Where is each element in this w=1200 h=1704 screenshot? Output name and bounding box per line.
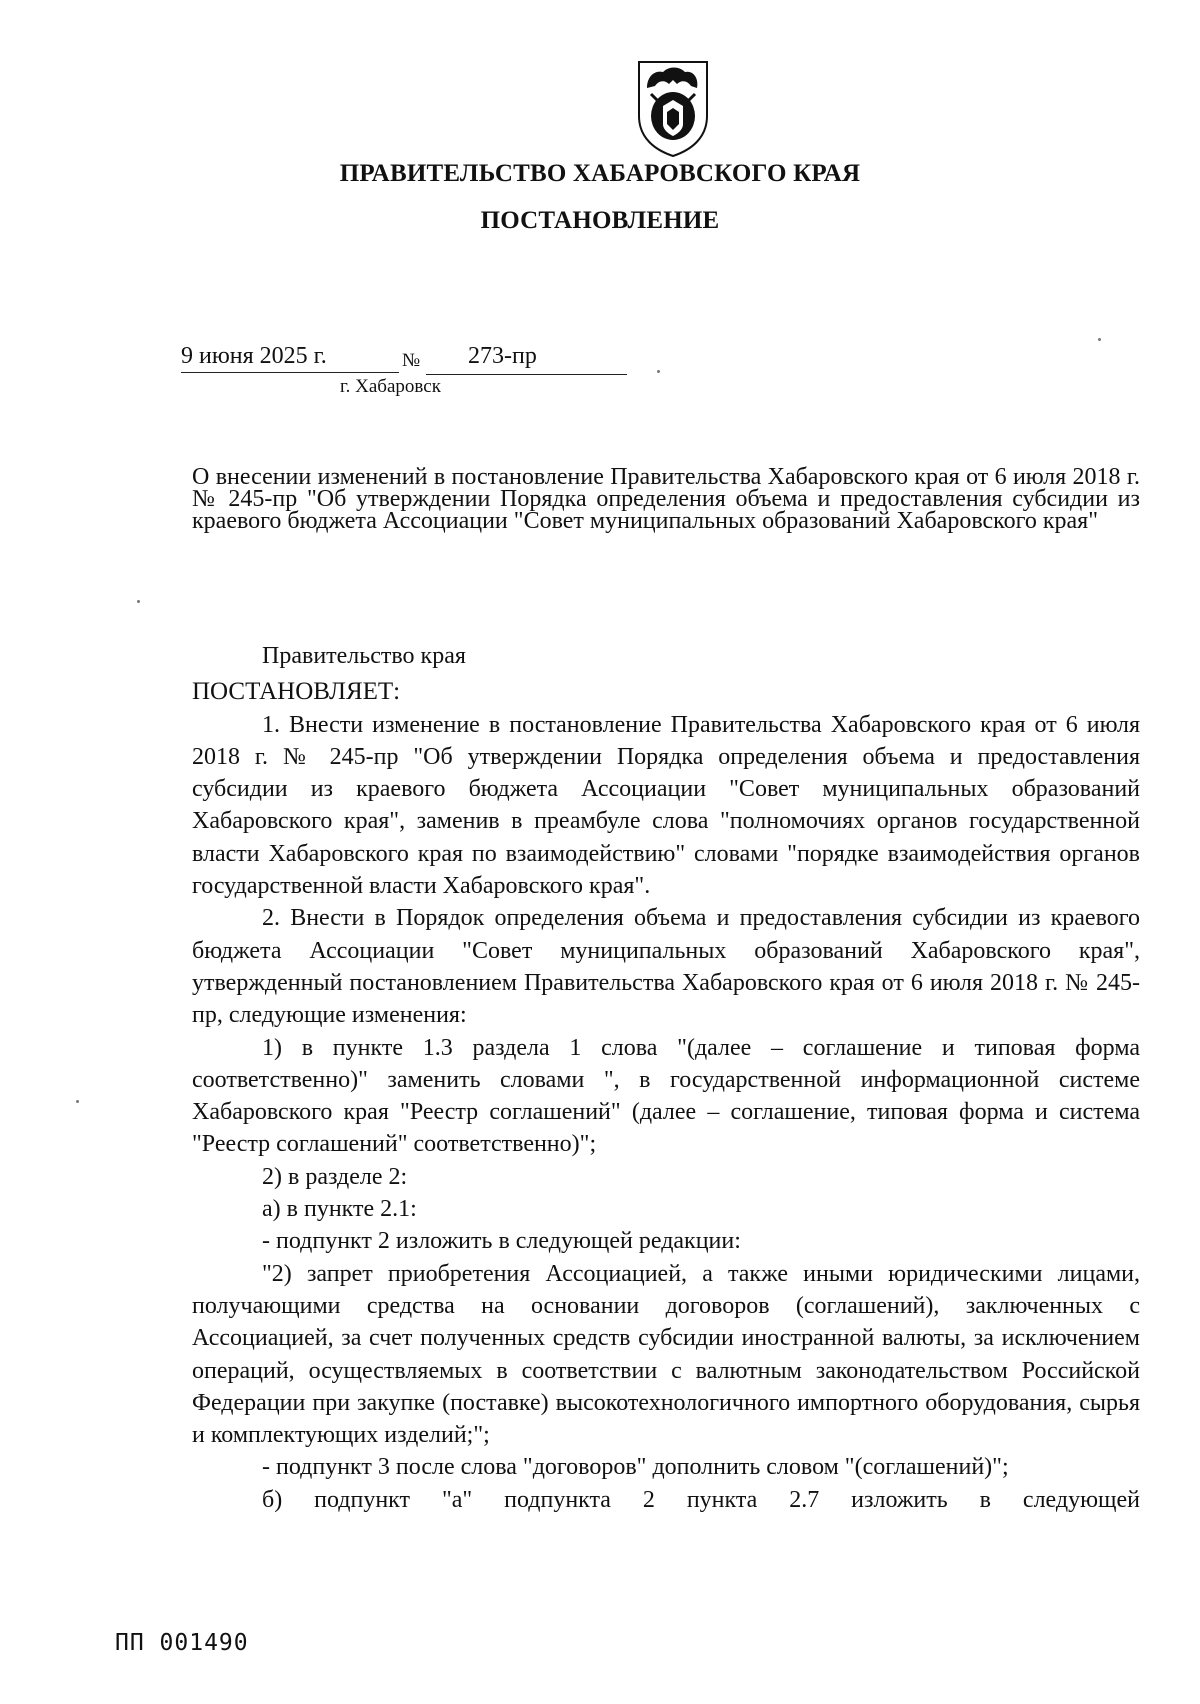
body-paragraph-2: 2. Внести в Порядок определения объема и предоставления субсидии из краевого бюджета Ассоциации "Совет муниципальных образований Хабаровского края", утвержденный постановлением Правительства Хабаровского края от 6 июля 2018 г. № 245-пр, следующие изменения: bbox=[192, 905, 1140, 1029]
document-type-heading: ПОСТАНОВЛЕНИЕ bbox=[480, 207, 720, 234]
body-paragraph-4: 2) в разделе 2: bbox=[262, 1163, 408, 1190]
document-title: О внесении изменений в постановление Правительства Хабаровского края от 6 июля 2018 г. № 245-пр "Об утверждении Порядка определения объема и предоставления субсидии из краевого бюджета Ассоциации "Совет муниципальных образований Хабаровского края" bbox=[192, 464, 1140, 534]
body-intro-line2: ПОСТАНОВЛЯЕТ: bbox=[192, 678, 401, 706]
number-sign: № bbox=[402, 350, 421, 371]
body-paragraph-9: б) подпункт "а" подпункта 2 пункта 2.7 изложить в следующей bbox=[262, 1486, 1140, 1513]
scan-speck bbox=[1098, 338, 1101, 341]
scan-speck bbox=[657, 370, 660, 373]
document-body bbox=[192, 640, 1140, 1516]
document-number: 273-пр bbox=[468, 343, 537, 369]
date-underline bbox=[181, 372, 399, 373]
body-paragraph-6: - подпункт 2 изложить в следующей редакции: bbox=[262, 1228, 741, 1255]
body-paragraph-5: а) в пункте 2.1: bbox=[262, 1196, 417, 1223]
scan-speck bbox=[137, 600, 140, 603]
body-paragraph-7: "2) запрет приобретения Ассоциацией, а также иными юридическими лицами, получающими средства на основании договоров (соглашений), заключенных с Ассоциацией, за счет полученных средств субсидии иностранной валюты, за исключением операций, осуществляемых в соответствии с валютным законодательством Российской Федерации при закупке (поставке) высокотехнологичного импортного оборудования, сырья и комплектующих изделий;"; bbox=[192, 1260, 1140, 1449]
document-date: 9 июня 2025 г. bbox=[181, 343, 327, 369]
body-paragraph-8: - подпункт 3 после слова "договоров" дополнить словом "(соглашений)"; bbox=[262, 1454, 1009, 1481]
scan-speck bbox=[76, 1100, 79, 1103]
khabarovsk-krai-coat-of-arms-icon bbox=[633, 58, 713, 158]
body-paragraph-3: 1) в пункте 1.3 раздела 1 слова "(далее – соглашение и типовая форма соответственно)" заменить словами ", в государственной информационной системе Хабаровского края "Реестр соглашений" (далее – соглашение, типовая форма и система "Реестр соглашений" соответственно)"; bbox=[192, 1034, 1140, 1158]
organization-heading: ПРАВИТЕЛЬСТВО ХАБАРОВСКОГО КРАЯ bbox=[339, 160, 861, 187]
number-underline bbox=[426, 374, 627, 375]
body-intro-line1: Правительство края bbox=[262, 643, 466, 669]
document-city: г. Хабаровск bbox=[340, 376, 441, 397]
body-paragraph-1: 1. Внести изменение в постановление Правительства Хабаровского края от 6 июля 2018 г. № 245-пр "Об утверждении Порядка определения объема и предоставления субсидии из краевого бюджета Ассоциации "Совет муниципальных образований Хабаровского края", заменив в преамбуле слова "полномочиях органов государственной власти Хабаровского края по взаимодействию" словами "порядке взаимодействия органов государственной власти Хабаровского края". bbox=[192, 711, 1140, 900]
footer-registration-code: ПП 001490 bbox=[115, 1630, 249, 1656]
